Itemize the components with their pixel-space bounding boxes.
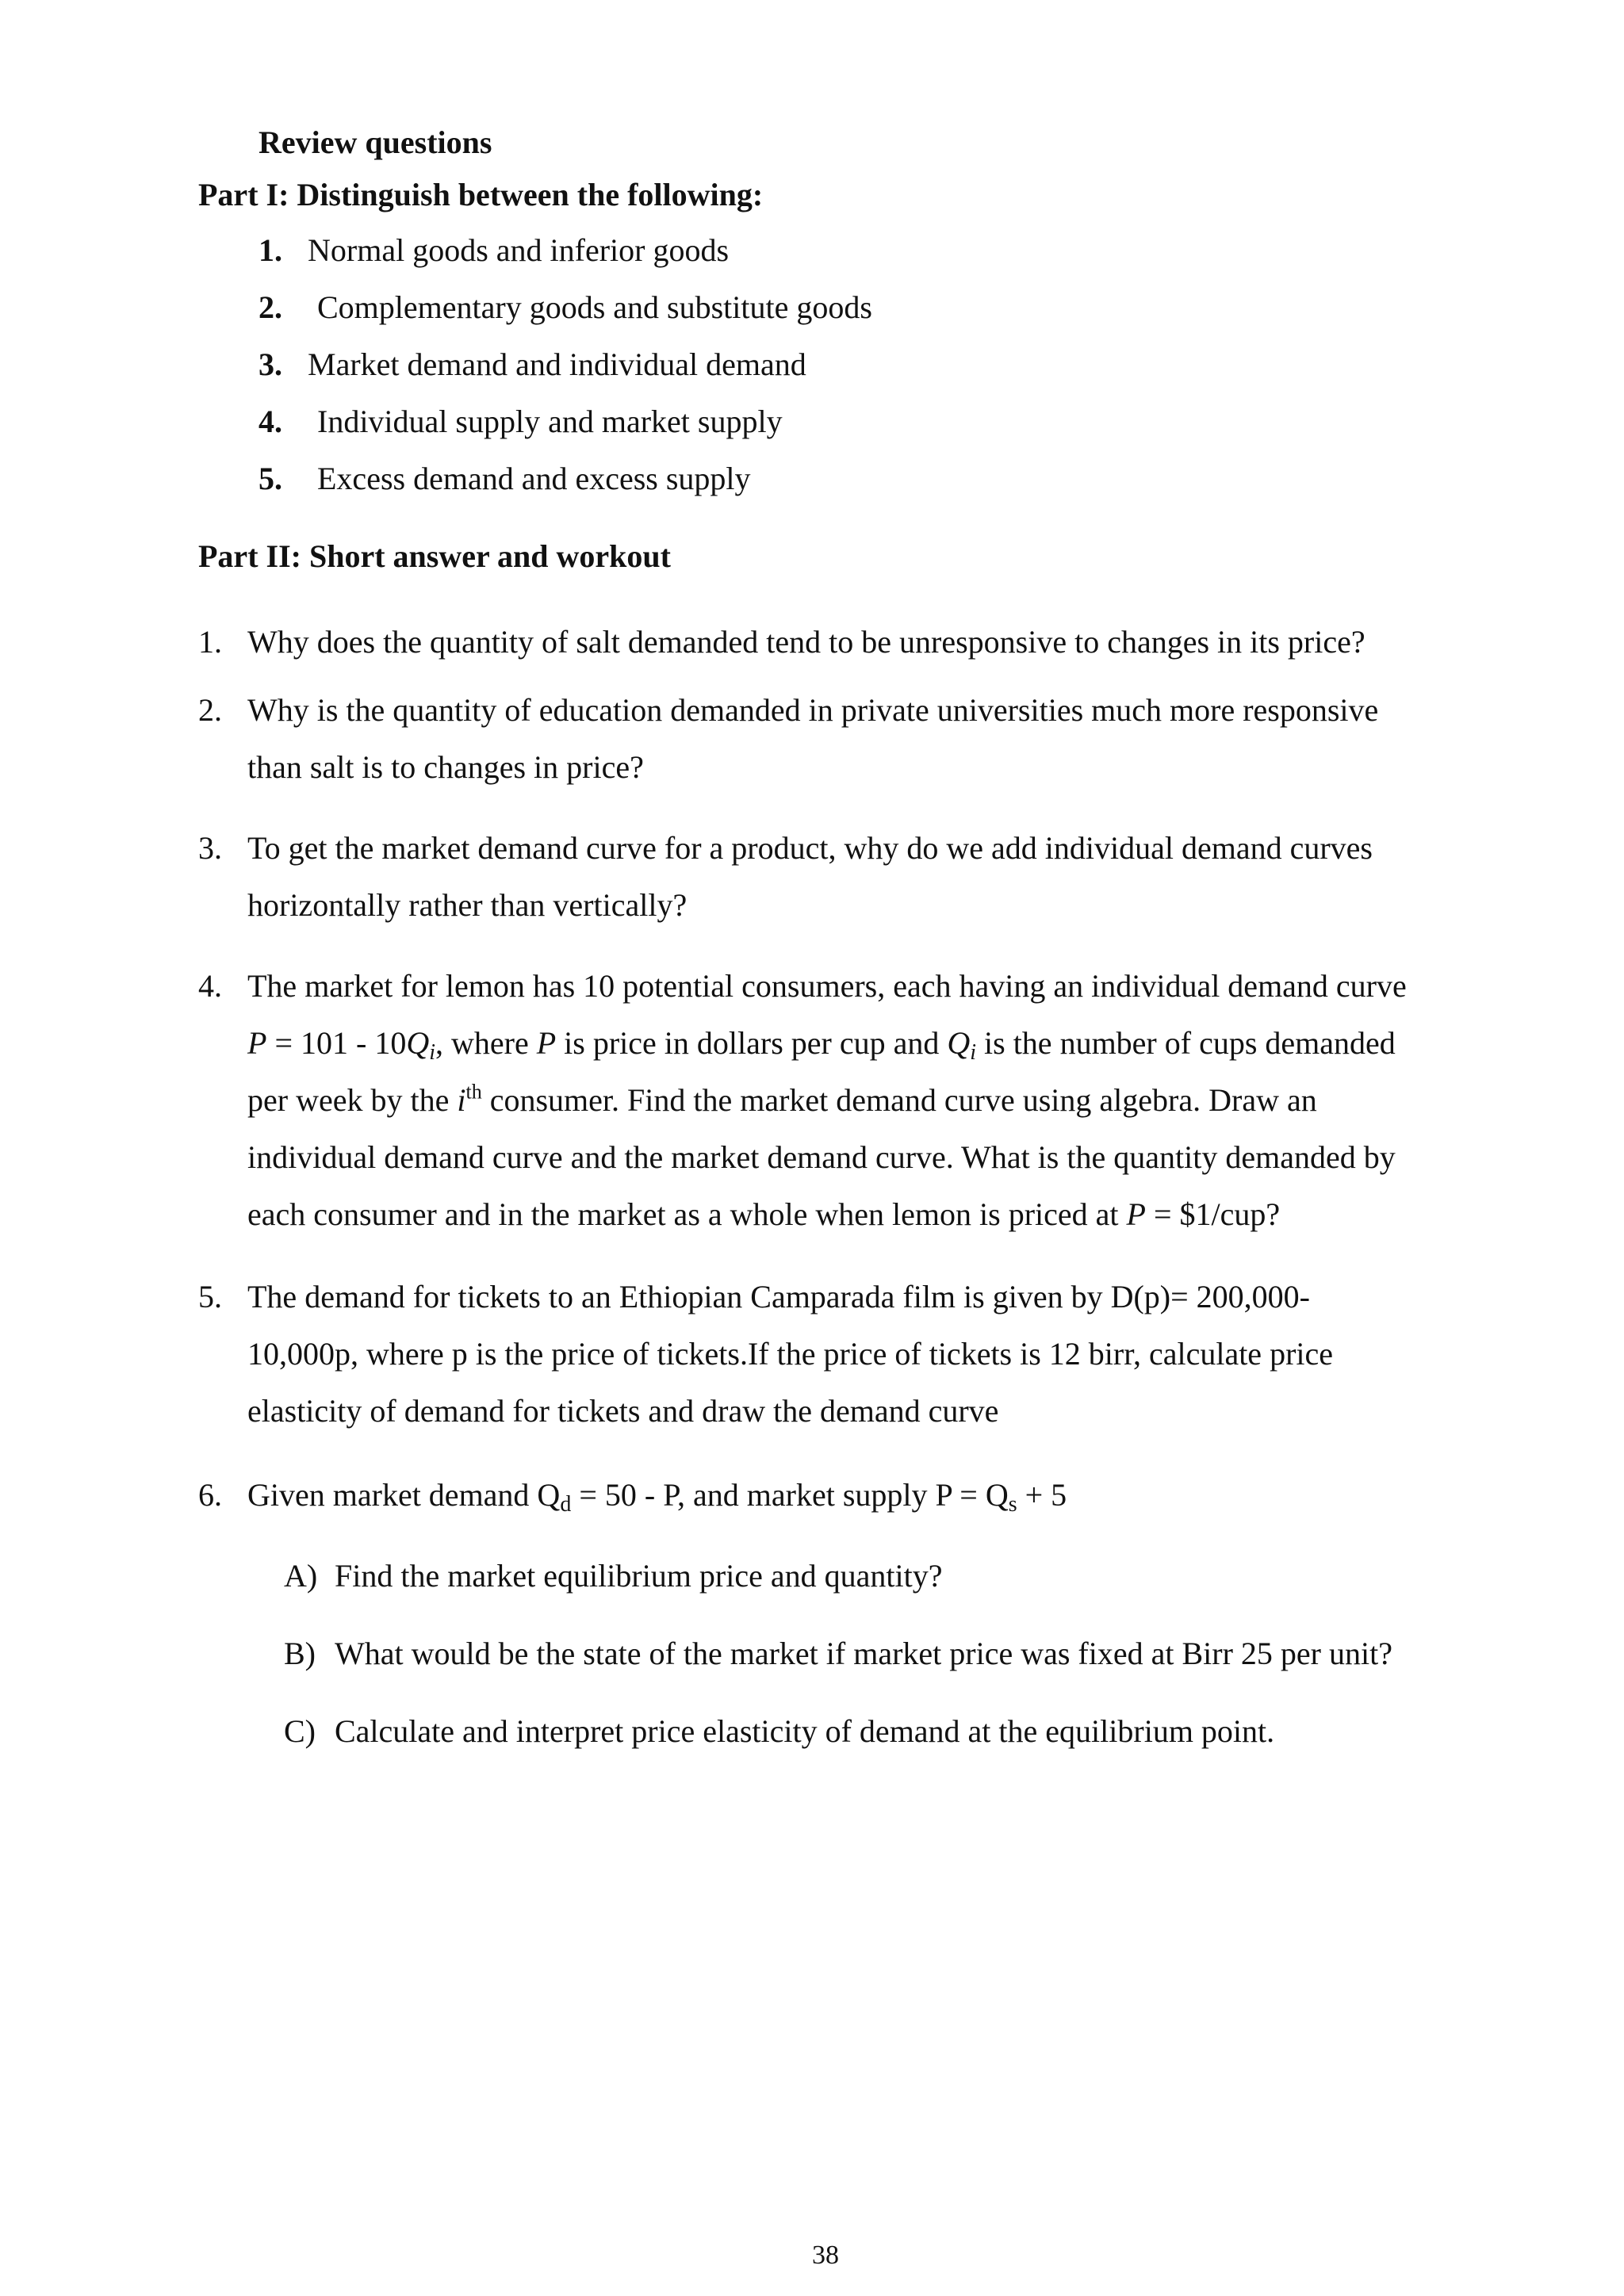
subscript-d: d [560,1492,572,1517]
text-run: = $1/cup? [1145,1196,1281,1232]
var-p: P [247,1025,267,1061]
sub-question-label: A) [284,1558,318,1594]
item-text: Individual supply and market supply [317,404,783,439]
question-text: The market for lemon has 10 potential consumers, each having an individual demand curve [247,968,1407,1004]
item-text: Complementary goods and substitute goods [317,289,872,325]
text-run: is the number of cups demanded [976,1025,1396,1061]
var-p: P [536,1025,557,1061]
question-text [247,1196,1280,1233]
text-run: each consumer and in the market as a whole when lemon is priced at [247,1196,1127,1232]
subscript-i: i [970,1040,977,1065]
page-number: 38 [812,2241,839,2270]
subscript-s: s [1008,1492,1017,1517]
text-run: consumer. Find the market demand curve using algebra. Draw an [481,1082,1317,1118]
var-i: i [457,1082,466,1118]
item-text: Normal goods and inferior goods [308,232,730,268]
question-number: 1. [198,624,222,660]
review-heading: Review questions [259,124,492,160]
text-run: = 50 - P, and market supply P = Q [571,1477,1009,1513]
sub-question-label: C) [284,1713,316,1749]
question-text: individual demand curve and the market demand curve. What is the quantity demanded by [247,1139,1396,1175]
item-number: 1. [259,232,282,268]
question-text: 10,000p, where p is the price of tickets.If the price of tickets is 12 birr, calculate price [247,1336,1334,1372]
item-number: 5. [259,461,282,496]
question-text: horizontally rather than vertically? [247,887,688,923]
text-run: Given market demand Q [247,1477,561,1513]
question-text: To get the market demand curve for a product, why do we add individual demand curves [247,830,1373,866]
list-item [259,460,751,497]
item-number: 4. [259,404,282,439]
part2-heading: Part II: Short answer and workout [198,538,671,574]
var-q: Q [947,1025,971,1061]
sub-question-text: Calculate and interpret price elasticity of demand at the equilibrium point. [335,1713,1275,1749]
list-item [259,289,872,326]
question-number: 5. [198,1279,222,1314]
question-text [247,1024,1396,1065]
item-number: 2. [259,289,282,325]
item-number: 3. [259,346,282,382]
question-text: than salt is to changes in price? [247,749,644,785]
text-run: , where [435,1025,537,1061]
text-run: = 101 - 10 [266,1025,407,1061]
text-run: is price in dollars per cup and [556,1025,948,1061]
sub-question [284,1635,1392,1672]
question-number: 3. [198,830,222,866]
part1-heading: Part I: Distinguish between the following: [198,177,764,212]
question-text: elasticity of demand for tickets and draw the demand curve [247,1393,999,1429]
question-text: Why does the quantity of salt demanded tend to be unresponsive to changes in its price? [247,624,1365,660]
var-q: Q [406,1025,430,1061]
var-p: P [1126,1196,1146,1232]
item-text: Market demand and individual demand [308,346,806,382]
question-text: The demand for tickets to an Ethiopian Camparada film is given by D(p)= 200,000- [247,1279,1310,1314]
item-text: Excess demand and excess supply [317,461,751,496]
list-item [259,232,729,269]
list-item [259,346,806,383]
question-text: Why is the quantity of education demanded in private universities much more responsive [247,692,1379,728]
sub-question-label: B) [284,1636,316,1671]
sub-question [284,1712,1274,1750]
sub-question [284,1557,942,1594]
sub-question-text: Find the market equilibrium price and quantity? [335,1558,943,1594]
subscript-i: i [429,1040,435,1065]
question-number: 6. [198,1477,222,1513]
question-text [247,1476,1067,1517]
superscript-th: th [465,1080,482,1104]
text-run: + 5 [1017,1477,1067,1513]
question-number: 2. [198,692,222,728]
question-text [247,1081,1317,1119]
list-item [259,403,783,440]
sub-question-text: What would be the state of the market if market price was fixed at Birr 25 per unit? [335,1636,1392,1671]
text-run: per week by the [247,1082,458,1118]
question-number: 4. [198,968,222,1004]
